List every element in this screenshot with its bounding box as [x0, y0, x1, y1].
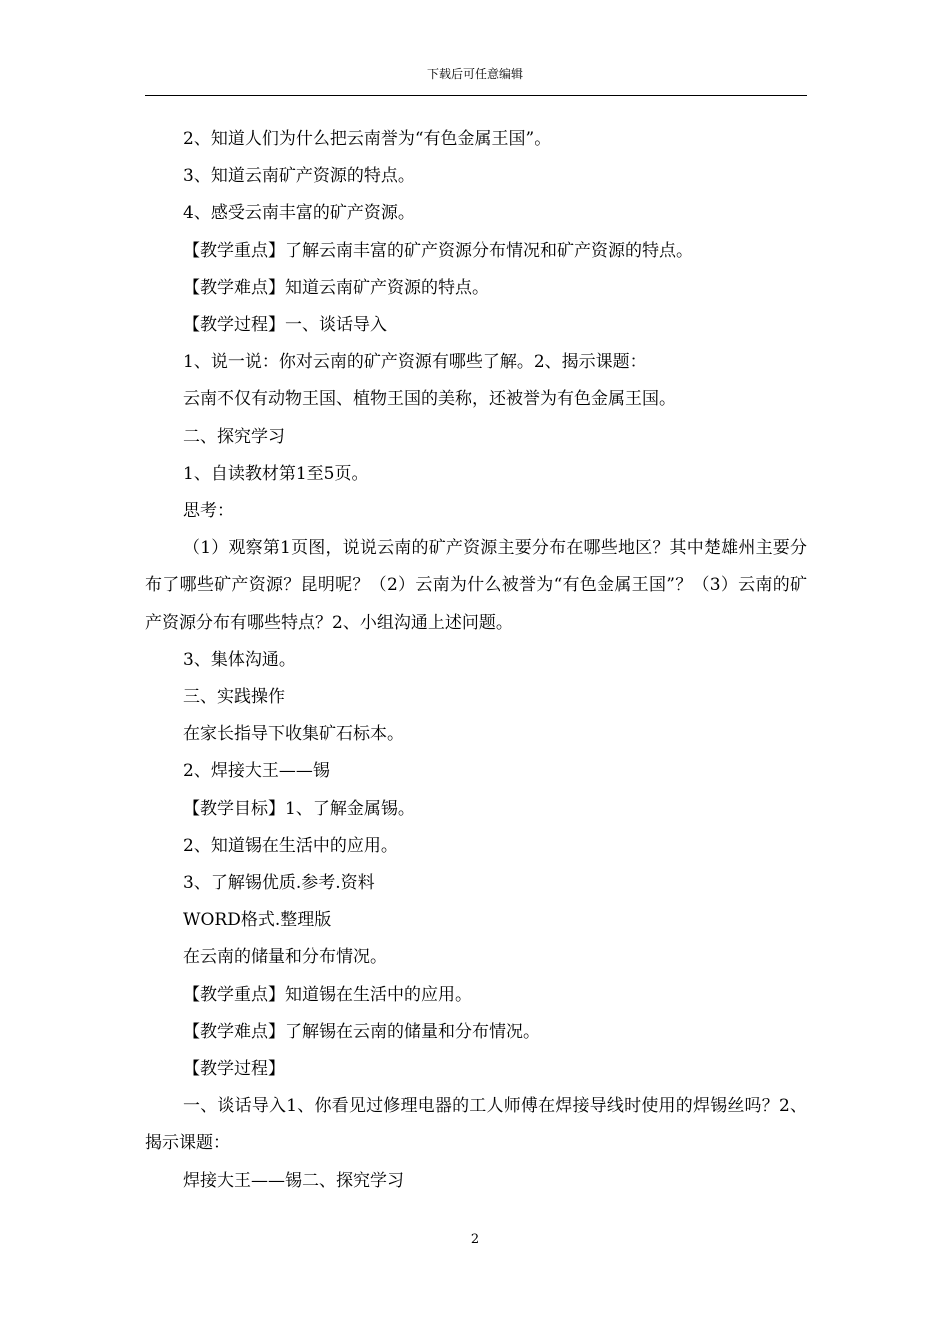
paragraph: 【教学难点】了解锡在云南的储量和分布情况。 — [183, 1021, 540, 1042]
paragraph: 二、探究学习 — [183, 426, 285, 447]
paragraph: 【教学难点】知道云南矿产资源的特点。 — [183, 277, 489, 298]
page-header: 下载后可任意编辑 — [426, 67, 523, 81]
paragraph: 3、了解锡优质.参考.资料 — [183, 873, 375, 894]
document-body — [145, 121, 807, 1200]
paragraph: 【教学重点】知道锡在生活中的应用。 — [183, 984, 472, 1005]
paragraph: 3、知道云南矿产资源的特点。 — [183, 166, 415, 187]
paragraph: 三、实践操作 — [183, 687, 285, 708]
paragraph: 【教学过程】一、谈话导入 — [183, 315, 387, 336]
paragraph: 思考： — [183, 501, 234, 522]
paragraph: 2、知道锡在生活中的应用。 — [183, 835, 398, 856]
paragraph: 在家长指导下收集矿石标本。 — [183, 724, 404, 745]
paragraph: 1、说一说：你对云南的矿产资源有哪些了解。2、揭示课题： — [183, 352, 647, 373]
paragraph: 焊接大王——锡二、探究学习 — [183, 1170, 404, 1191]
paragraph: WORD格式.整理版 — [183, 910, 332, 931]
paragraph: 4、感受云南丰富的矿产资源。 — [183, 203, 415, 224]
paragraph: 在云南的储量和分布情况。 — [183, 947, 387, 968]
paragraph: （1）观察第1页图，说说云南的矿产资源主要分布在哪些地区？其中楚雄州主要分布了哪些矿产资源？昆明呢？（2）云南为什么被誉为“有色金属王国”？（3）云南的矿产资源分布有哪些特点？2、小组沟通上述问题。 — [145, 538, 807, 633]
paragraph: 云南不仅有动物王国、植物王国的美称，还被誉为有色金属王国。 — [183, 389, 676, 410]
page-number: 2 — [470, 1232, 480, 1247]
paragraph: 【教学重点】了解云南丰富的矿产资源分布情况和矿产资源的特点。 — [183, 240, 693, 261]
paragraph: 【教学目标】1、了解金属锡。 — [183, 798, 415, 819]
paragraph: 2、知道人们为什么把云南誉为“有色金属王国”。 — [183, 129, 552, 149]
header-rule — [145, 95, 807, 96]
paragraph: 2、焊接大王——锡 — [183, 761, 330, 782]
paragraph: 一、谈话导入1、你看见过修理电器的工人师傅在焊接导线时使用的焊锡丝吗？2、揭示课题： — [145, 1096, 807, 1154]
paragraph: 1、自读教材第1至5页。 — [183, 463, 369, 484]
paragraph: 3、集体沟通。 — [183, 649, 296, 670]
paragraph: 【教学过程】 — [183, 1059, 285, 1080]
